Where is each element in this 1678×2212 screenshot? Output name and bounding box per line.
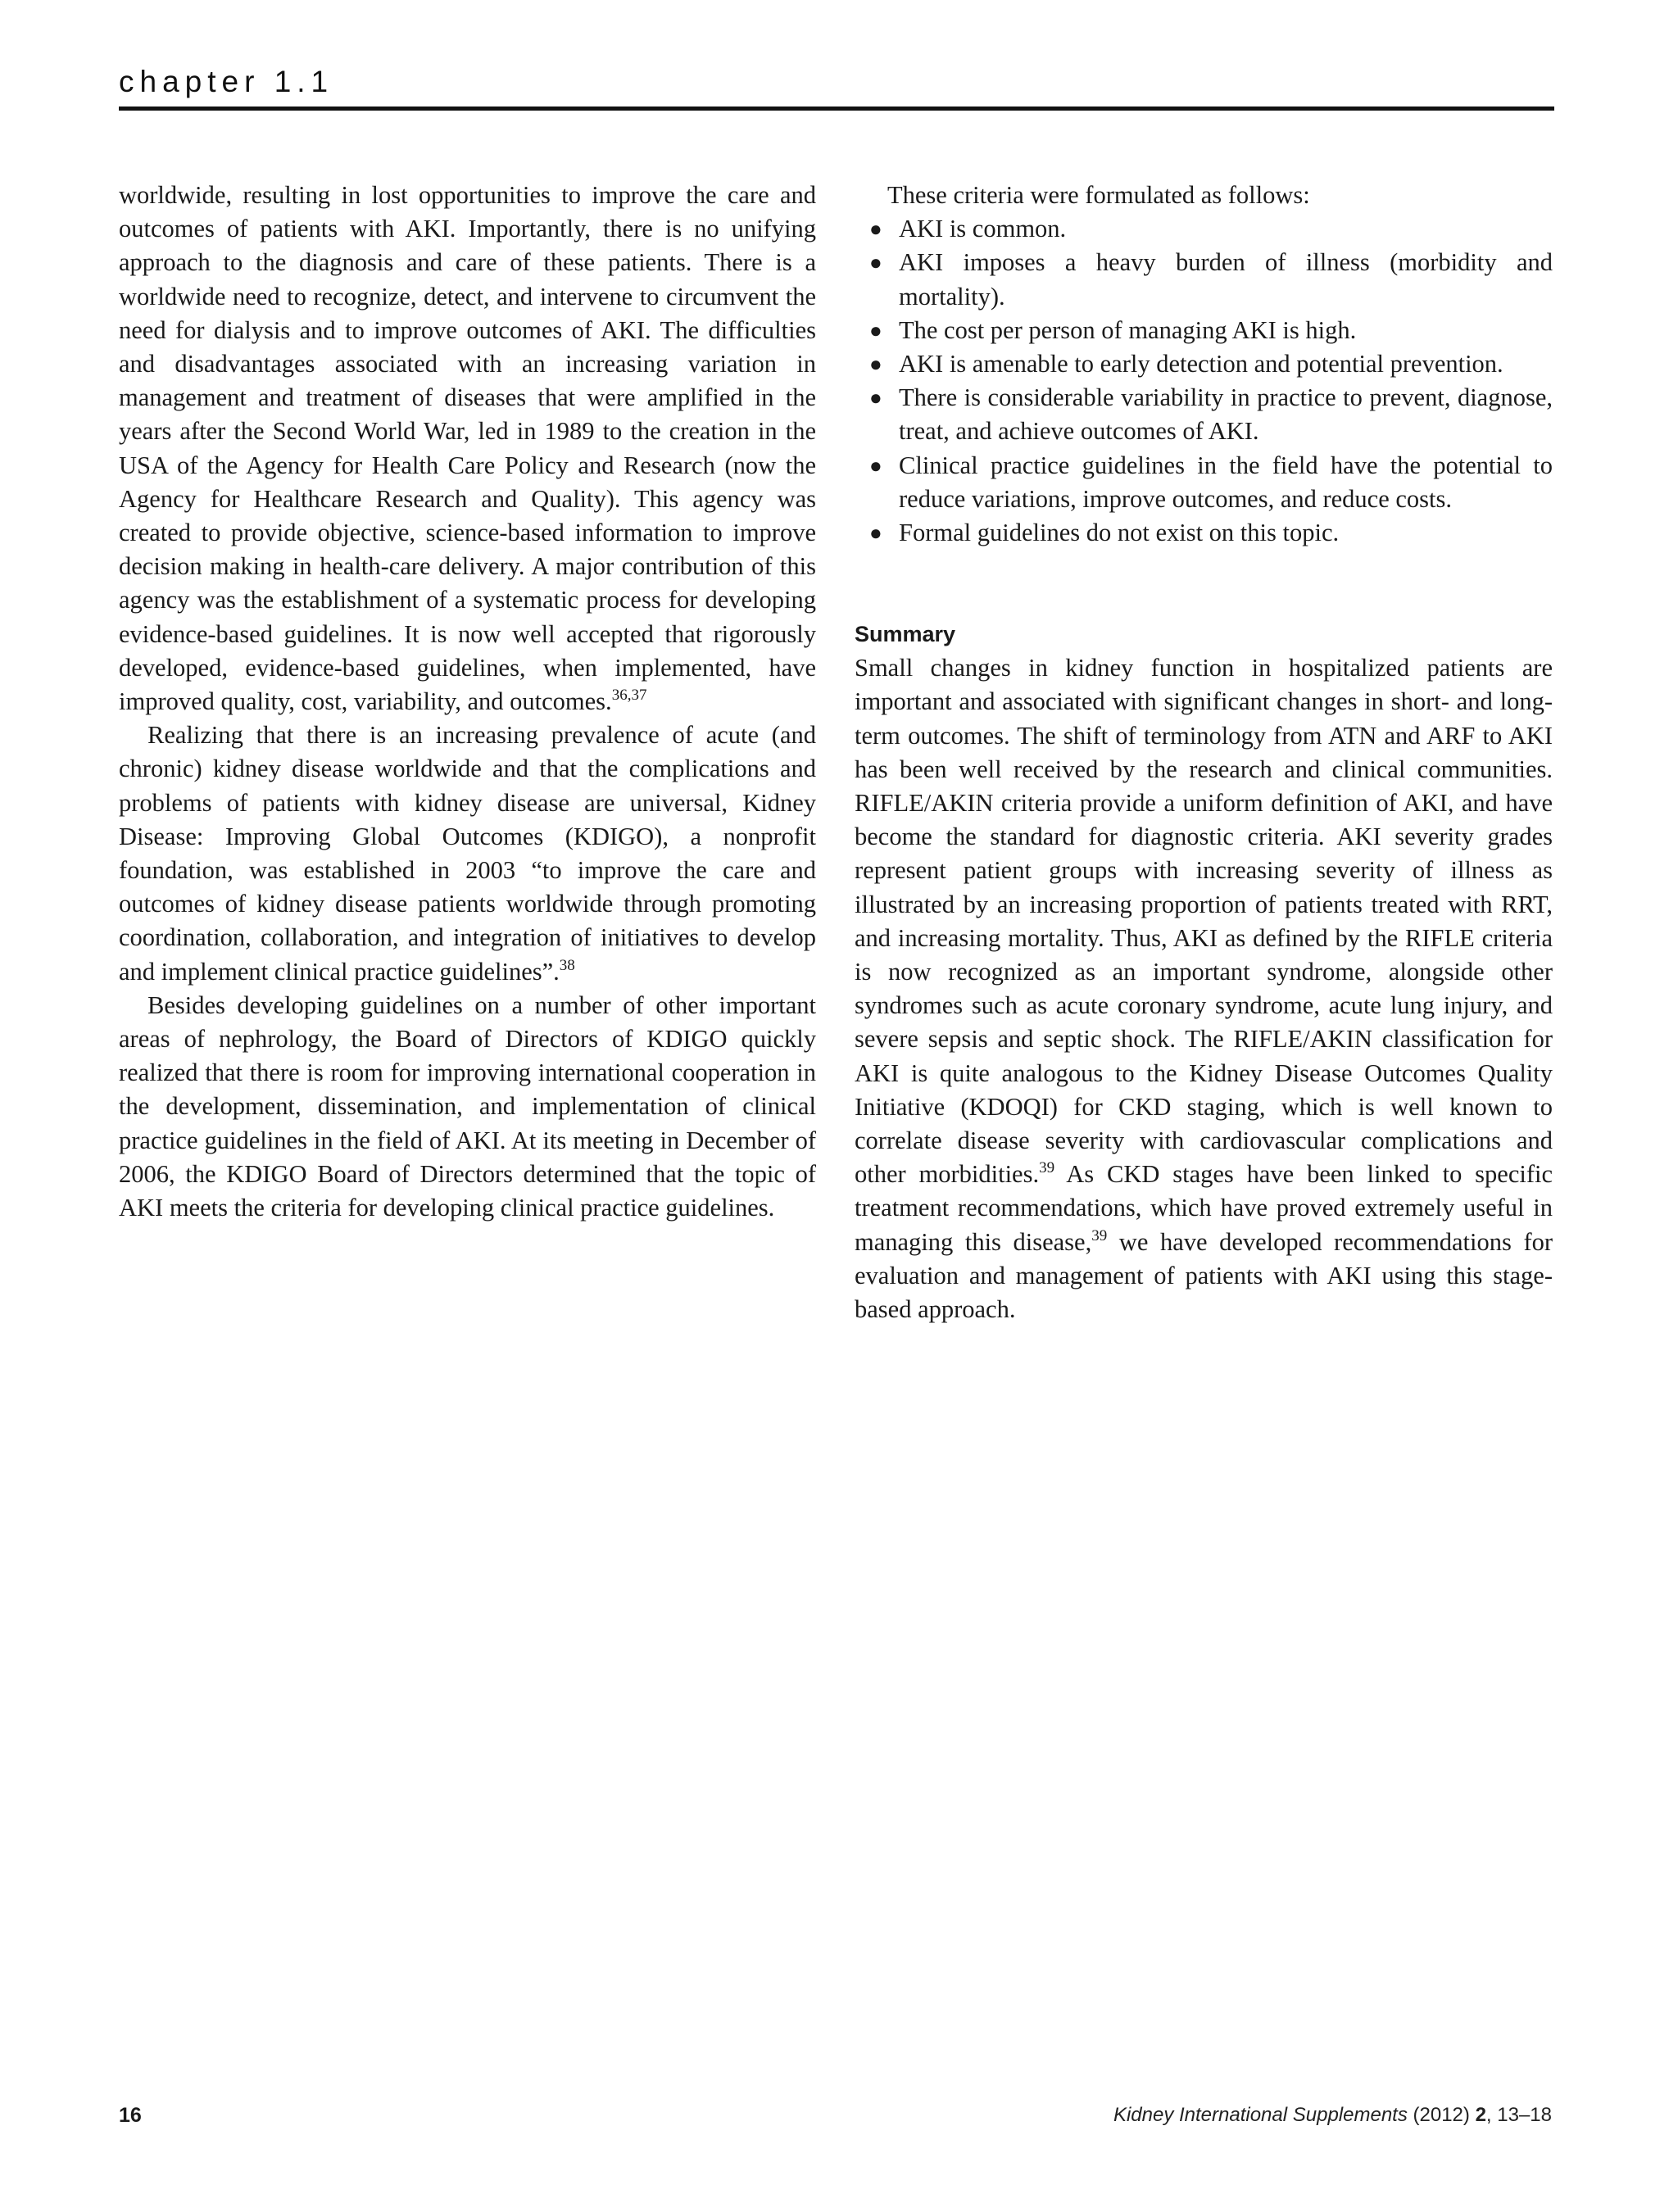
citation-39-b: 39 [1091,1226,1108,1244]
list-item-text: The cost per person of managing AKI is high. [899,315,1357,344]
journal-name: Kidney International Supplements [1113,2104,1408,2126]
summary-text-a: Small changes in kidney function in hospitalized patients are important and associated with significant changes in short- and long-term outcomes. The shift of terminology from ATN and ARF to AKI has been well received by the research and clinical communities. RIFLE/AKIN criteria provide a uniform definition of AKI, and have become the standard for diagnostic criteria. AKI severity grades represent patient groups with increasing severity of illness as illustrated by an increasing proportion of patients treated with RRT, and increasing mortality. Thus, AKI as defined by the RIFLE criteria is now recognized as an important syndrome, alongside other syndromes such as acute coronary syndrome, acute lung injury, and severe sepsis and septic shock. The RIFLE/AKIN classification for AKI is quite analogous to the Kidney Disease Outcomes Quality Initiative (KDOQI) for CKD staging, which is well known to correlate disease severity with cardiovascular complications and other morbidities. [855,654,1553,1189]
summary-paragraph [855,651,1553,1326]
criteria-list [855,212,1553,550]
journal-citation [1113,2104,1552,2127]
bullet-icon: ● [869,217,882,242]
bullet-icon: ● [869,251,882,275]
paragraph-1 [119,179,816,718]
summary-text-b: As CKD stages have been linked to specific treatment recommendations, which have proved extremely useful in managing this disease, [855,1160,1553,1256]
paragraph-2-text: Realizing that there is an increasing prevalence of acute (and chronic) kidney disease worldwide and that the complications and problems of patients with kidney disease are universal, Kidney Disease: Improving Global Outcomes (KDIGO), a nonprofit foundation, was established in 2003 “to improve the care and outcomes of kidney disease patients worldwide through promoting coordination, collaboration, and integration of initiatives to develop and implement clinical practice guidelines”. [119,721,816,986]
summary-heading: Summary [855,622,956,647]
list-item [855,246,1553,313]
bullet-icon: ● [869,453,882,478]
list-item-text: There is considerable variability in practice to prevent, diagnose, treat, and achieve outcomes of AKI. [899,383,1553,446]
journal-volume: 2 [1475,2104,1486,2126]
list-item [855,314,1553,347]
page-number: 16 [119,2104,142,2127]
list-item [855,449,1553,516]
list-item-text: Clinical practice guidelines in the field have the potential to reduce variations, improve outcomes, and reduce costs. [899,451,1553,513]
chapter-label: chapter 1.1 [119,65,334,98]
list-item [855,381,1553,448]
list-item [855,516,1553,550]
list-item-text: AKI is amenable to early detection and potential prevention. [899,350,1503,378]
paragraph-2 [119,718,816,989]
bullet-icon: ● [869,352,882,377]
list-item-text: Formal guidelines do not exist on this topic. [899,519,1340,547]
journal-pages: , 13–18 [1485,2104,1552,2126]
list-item [855,347,1553,381]
right-column [855,179,1553,1326]
paragraph-1-text: worldwide, resulting in lost opportunities to improve the care and outcomes of patients with AKI. Importantly, there is no unifying approach to the diagnosis and care of these patients. There is a worldwide need to recognize, detect, and intervene to circumvent the need for dialysis and to improve outcomes of AKI. The difficulties and disadvantages associated with an increasing variation in management and treatment of diseases that were amplified in the years after the Second World War, led in 1989 to the creation in the USA of the Agency for Health Care Policy and Research (now the Agency for Healthcare Research and Quality). This agency was created to provide objective, science-based information to improve decision making in health-care delivery. A major contribution of this agency was the establishment of a systematic process for developing evidence-based guidelines. It is now well accepted that rigorously developed, evidence-based guidelines, when implemented, have improved quality, cost, variability, and outcomes. [119,181,816,716]
citation-38: 38 [559,956,575,974]
running-header [119,64,1554,111]
summary-text-c: we have developed recommendations for evaluation and management of patients with AKI using this stage-based approach. [855,1227,1553,1324]
list-item-text: AKI imposes a heavy burden of illness (morbidity and mortality). [899,248,1553,310]
journal-year: (2012) [1413,2104,1470,2126]
bullet-icon: ● [869,318,882,342]
citation-36-37: 36,37 [611,687,647,705]
list-item [855,212,1553,246]
paragraph-3: Besides developing guidelines on a number of other important areas of nephrology, the Board of Directors of KDIGO quickly realized that there is room for improving international cooperation in the development, dissemination, and implementation of clinical practice guidelines in the field of AKI. At its meeting in December of 2006, the KDIGO Board of Directors determined that the topic of AKI meets the criteria for developing clinical practice guidelines. [119,990,816,1222]
bullet-icon: ● [869,521,882,546]
criteria-intro: These criteria were formulated as follows: [887,181,1310,209]
list-item-text: AKI is common. [899,215,1067,243]
citation-39-a: 39 [1039,1159,1055,1177]
left-column [119,179,816,1225]
bullet-icon: ● [869,386,882,410]
